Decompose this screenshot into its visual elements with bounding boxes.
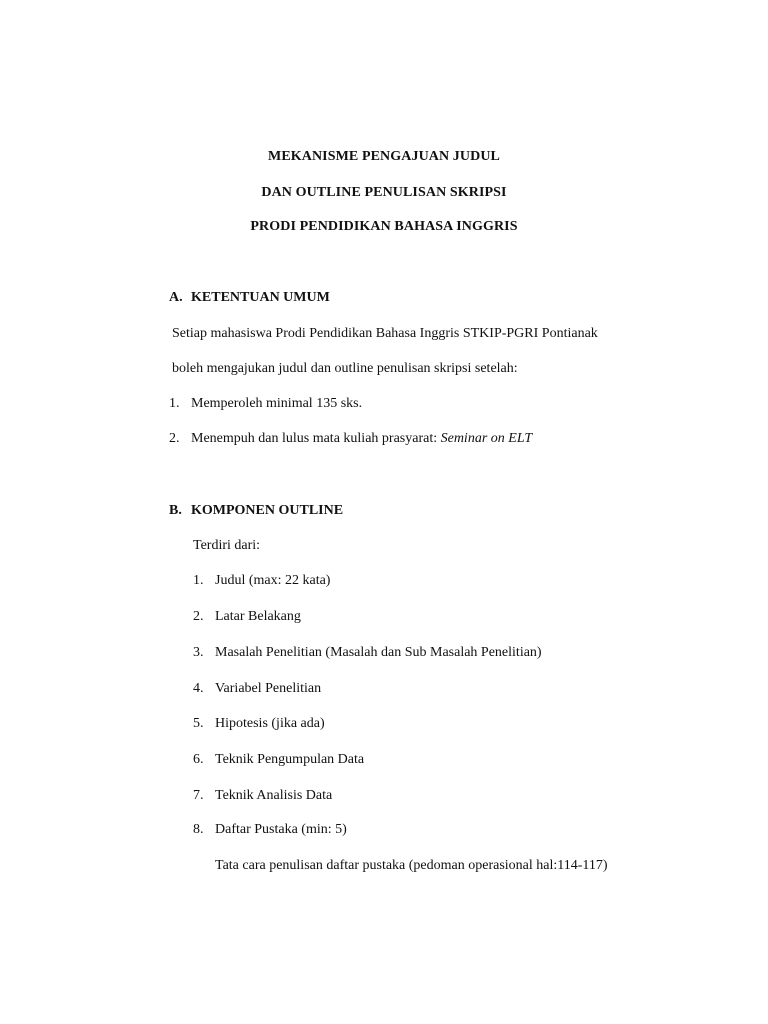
- section-a-paragraph-line-2: boleh mengajukan judul dan outline penulisan skripsi setelah:: [172, 361, 518, 376]
- section-b-item: [193, 609, 301, 625]
- section-b-item-text: Daftar Pustaka (min: 5): [215, 822, 347, 837]
- section-b-item-text: Teknik Analisis Data: [215, 788, 333, 803]
- section-b-note: Tata cara penulisan daftar pustaka (pedoman operasional hal:114-117): [215, 858, 608, 873]
- title-line-2: DAN OUTLINE PENULISAN SKRIPSI: [261, 185, 507, 200]
- section-b-item-number: 2.: [193, 609, 204, 624]
- section-a-letter: A.: [169, 290, 183, 305]
- section-b-item-number: 4.: [193, 681, 204, 696]
- section-b-item-number: 5.: [193, 716, 204, 731]
- section-b-item-number: 8.: [193, 822, 204, 837]
- section-b-item-text: Variabel Penelitian: [215, 681, 322, 696]
- section-b-item-text: Teknik Pengumpulan Data: [215, 752, 365, 767]
- section-b-item-text: Masalah Penelitian (Masalah dan Sub Masalah Penelitian): [215, 645, 542, 660]
- section-a-item-number: 2.: [169, 431, 180, 446]
- section-b-item-number: 6.: [193, 752, 204, 767]
- section-b-item-number: 3.: [193, 645, 204, 660]
- section-a-item: [169, 431, 532, 447]
- section-a-item: [169, 396, 362, 412]
- section-a-title: KETENTUAN UMUM: [191, 290, 330, 305]
- section-b-item-number: 7.: [193, 788, 204, 803]
- section-b-title: KOMPONEN OUTLINE: [191, 503, 344, 518]
- section-a-item-number: 1.: [169, 396, 180, 411]
- section-b-item-text: Hipotesis (jika ada): [215, 716, 325, 731]
- section-b-item-text: Latar Belakang: [215, 609, 301, 624]
- section-a-item-emphasis: Seminar on ELT: [440, 431, 533, 446]
- section-b-item: [193, 716, 325, 732]
- section-b-item: [193, 573, 330, 589]
- title-line-3: PRODI PENDIDIKAN BAHASA INGGRIS: [250, 219, 518, 234]
- section-b-item: [193, 822, 347, 838]
- section-b-item-number: 1.: [193, 573, 204, 588]
- section-a-heading: [169, 290, 330, 306]
- section-b-item: [193, 645, 542, 661]
- section-a-item-text: Menempuh dan lulus mata kuliah prasyarat:: [191, 431, 441, 446]
- section-b-item: [193, 788, 332, 804]
- section-b-intro: Terdiri dari:: [193, 538, 261, 553]
- section-b-letter: B.: [169, 503, 182, 518]
- section-a-item-text: Memperoleh minimal 135 sks.: [191, 396, 363, 411]
- section-b-item: [193, 752, 364, 768]
- section-b-item: [193, 681, 321, 697]
- section-b-heading: [169, 503, 343, 519]
- section-b-item-text: Judul (max: 22 kata): [215, 573, 331, 588]
- section-a-paragraph-line-1: Setiap mahasiswa Prodi Pendidikan Bahasa Inggris STKIP-PGRI Pontianak: [172, 326, 598, 341]
- title-line-1: MEKANISME PENGAJUAN JUDUL: [268, 149, 500, 164]
